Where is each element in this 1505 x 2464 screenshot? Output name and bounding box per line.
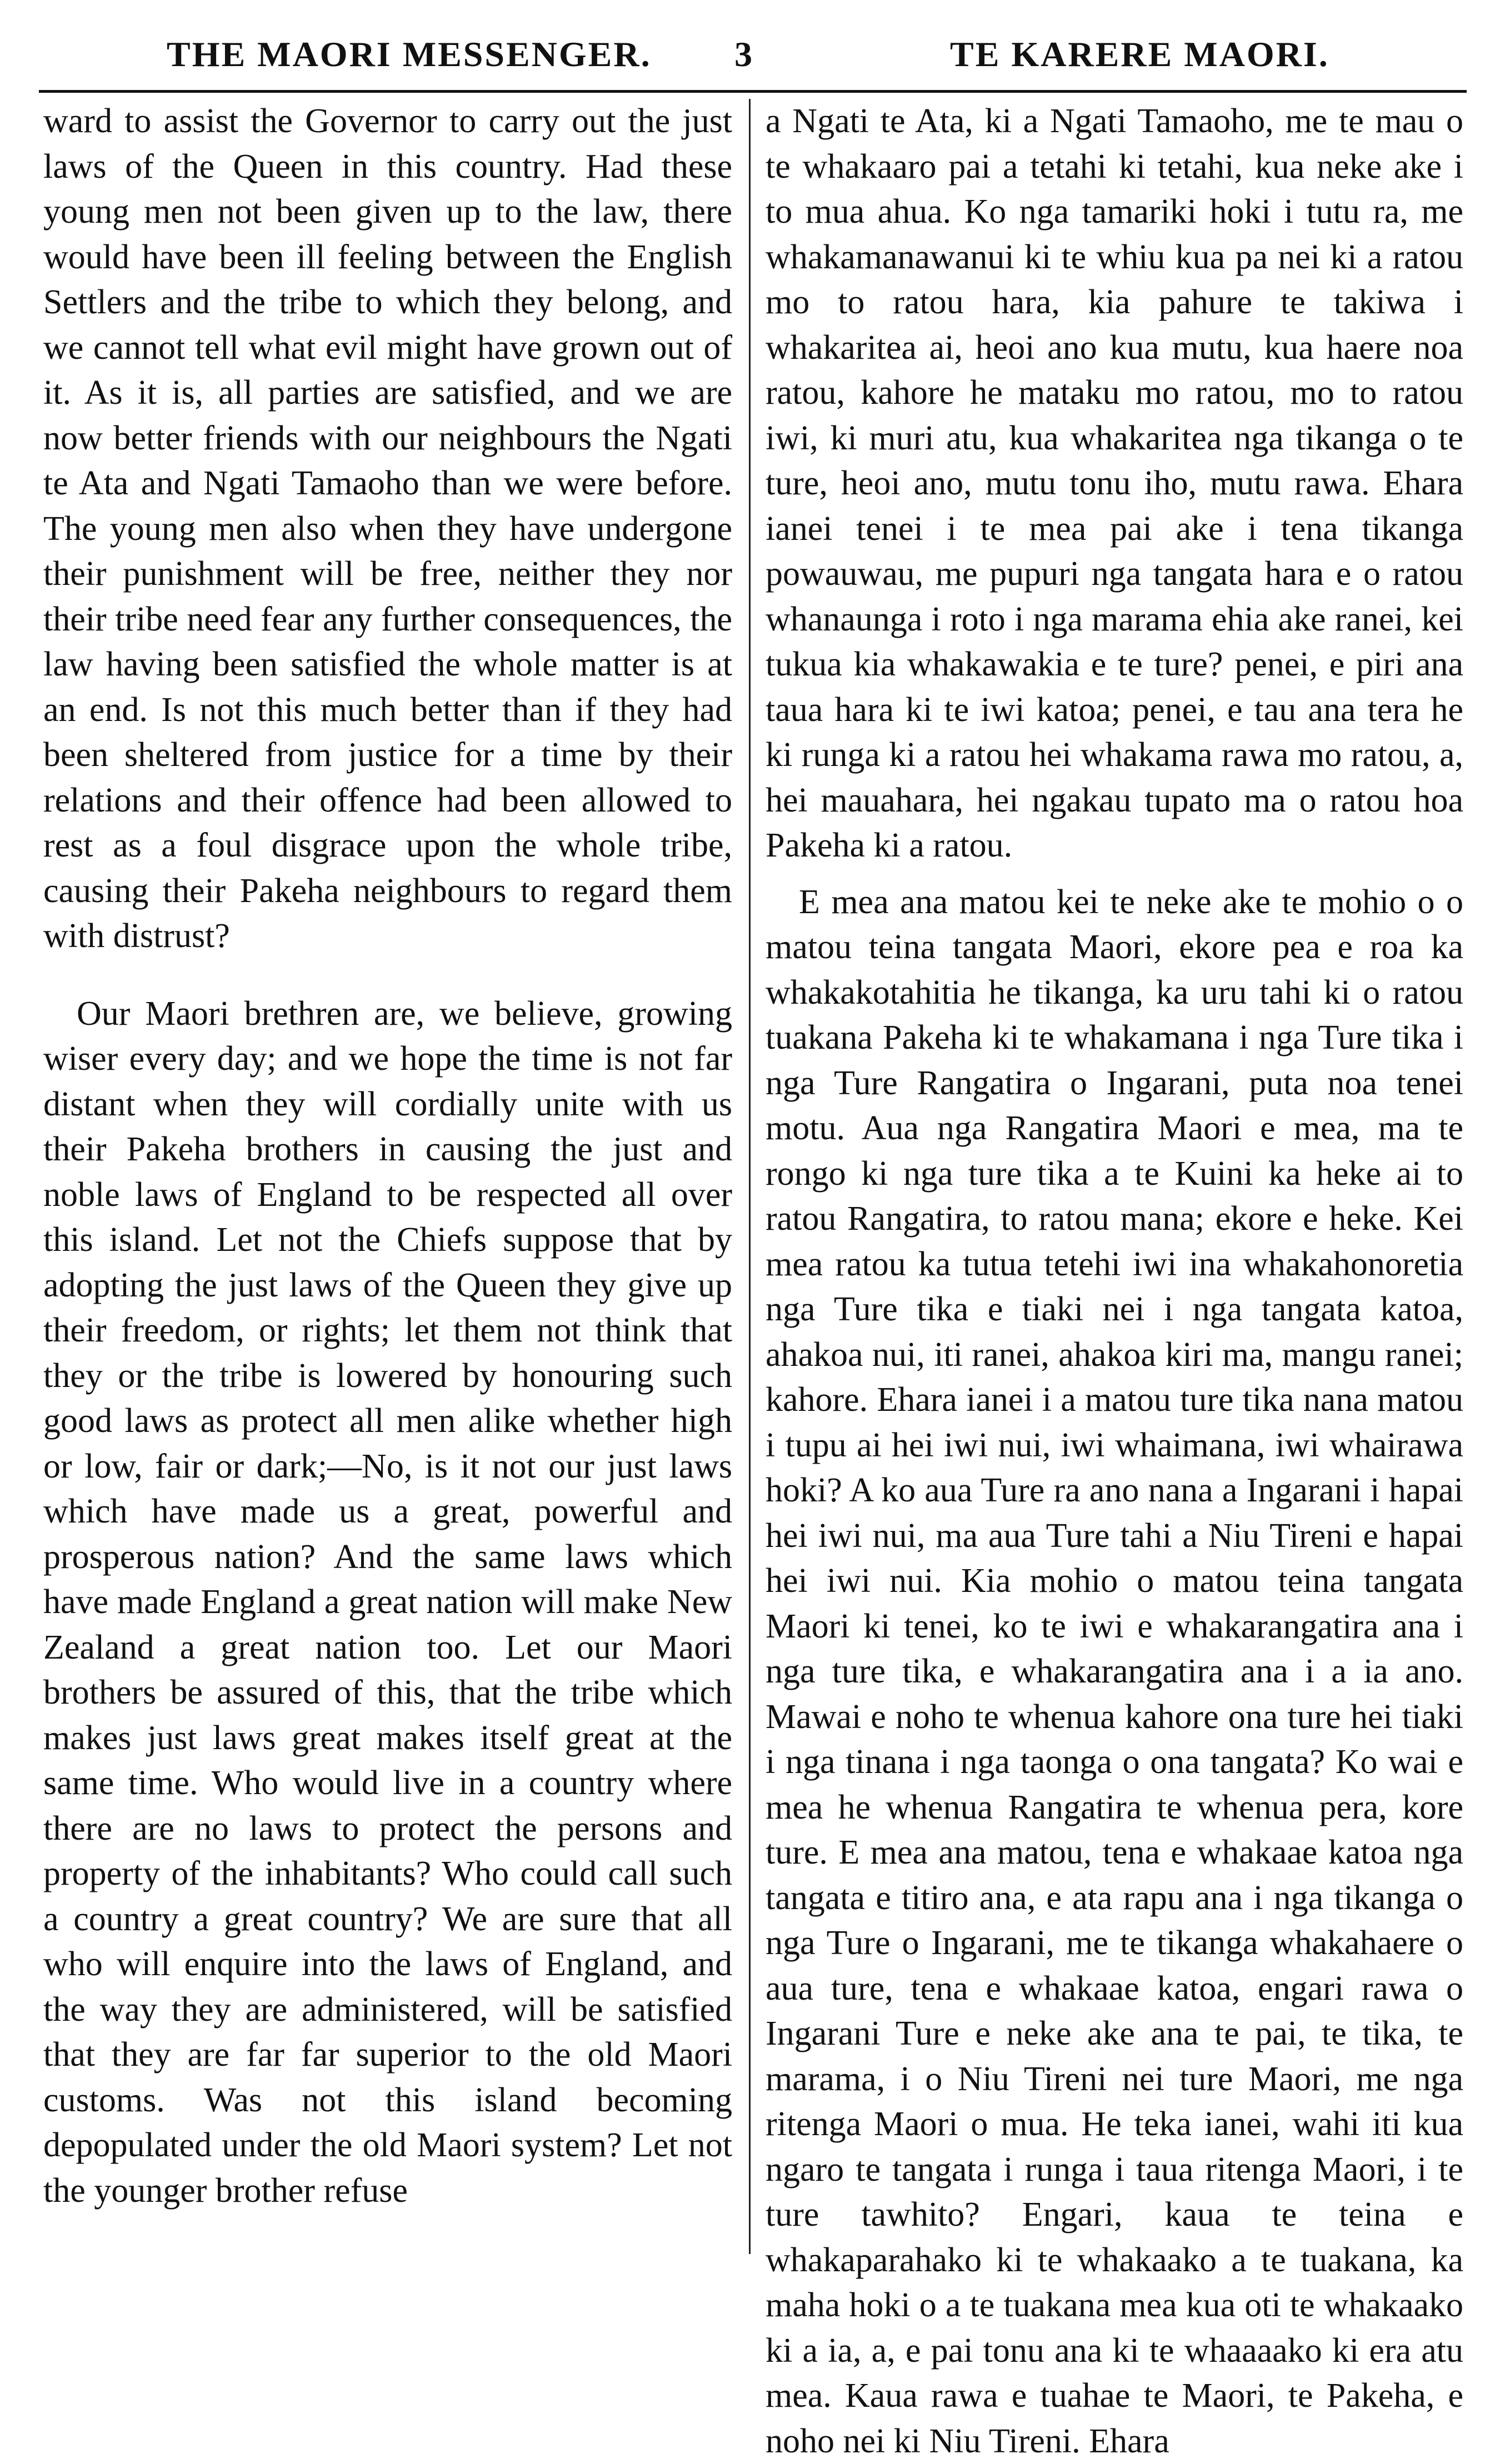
maori-paragraph-1: a Ngati te Ata, ki a Ngati Tamaoho, me te mau o te whakaaro pai a tetahi ki tetahi, kua neke ake i to mua ahua. Ko nga tamariki hoki i tutu ra, me whakamanawanui ki te whiu kua pa nei ki a ratou mo to ratou hara, kia pahure te takiwa i whakaritea ai, heoi ano kua mutu, kua haere noa ratou, kahore he mataku mo ratou, mo to ratou iwi, ki muri atu, kua whakaritea nga tikanga o te ture, heoi ano, mutu tonu iho, mutu rawa. Ehara ianei tenei i te mea pai ake i tena tikanga powauwau, me pupuri nga tangata hara e o ratou whanaunga i roto i nga marama ehia ake ranei, kei tukua kia whakawakia e te ture? penei, e piri ana taua hara ki te iwi katoa; penei, e tau ana tera he ki runga ki a ratou hei whakama rawa mo ratou, a, hei mauahara, hei ngakau tupato ma o ratou hoa Pakeha ki a ratou. [766, 99, 1463, 869]
column-divider [749, 99, 751, 2254]
english-column [43, 99, 732, 2254]
english-paragraph-2: Our Maori brethren are, we believe, growing wiser every day; and we hope the time is not far distant when they will cordially unite with us their Pakeha brothers in causing the just and noble laws of England to be respected all over this island. Let not the Chiefs suppose that by adopting the just laws of the Queen they give up their freedom, or rights; let them not think that they or the tribe is lowered by honouring such good laws as protect all men alike whether high or low, fair or dark;—No, is it not our just laws which have made us a great, powerful and prosperous nation? And the same laws which have made England a great nation will make New Zealand a great nation too. Let our Maori brothers be assured of this, that the tribe which makes just laws great makes itself great at the same time. Who would live in a country where there are no laws to protect the persons and property of the inhabitants? Who could call such a country a great country? We are sure that all who will enquire into the laws of England, and the way they are administered, will be satisfied that they are far far superior to the old Maori customs. Was not this island becoming depopulated under the old Maori system? Let not the younger brother refuse [43, 991, 732, 2214]
newspaper-title-maori: TE KARERE MAORI. [950, 28, 1329, 81]
page-number: 3 [734, 28, 754, 81]
header-rule [39, 90, 1467, 93]
english-paragraph-1: ward to assist the Governor to carry out the just laws of the Queen in this country. Had these young men not been given up to the law, there would have been ill feeling between the English Settlers and the tribe to which they belong, and we cannot tell what evil might have grown out of it. As it is, all parties are satisfied, and we are now better friends with our neighbours the Ngati te Ata and Ngati Tamaoho than we were before. The young men also when they have undergone their punishment will be free, neither they nor their tribe need fear any further consequences, the law having been satisfied the whole matter is at an end. Is not this much better than if they had been sheltered from justice for a time by their relations and their offence had been allowed to rest as a foul disgrace upon the whole tribe, causing their Pakeha neighbours to regard them with distrust? [43, 99, 732, 959]
maori-column [766, 99, 1463, 2254]
page-header [39, 28, 1467, 89]
maori-paragraph-2: E mea ana matou kei te neke ake te mohio o o matou teina tangata Maori, ekore pea e roa ka whakakotahitia he tikanga, ka uru tahi ki o ratou tuakana Pakeha ki te whakamana i nga Ture tika i nga Ture Rangatira o Ingarani, puta noa tenei motu. Aua nga Rangatira Maori e mea, ma te rongo ki nga ture tika a te Kuini ka heke ai to ratou Rangatira, to ratou mana; ekore e heke. Kei mea ratou ka tutua tetehi iwi ina whakahonoretia nga Ture tika e tiaki nei i nga tangata katoa, ahakoa nui, iti ranei, ahakoa kiri ma, mangu ranei; kahore. Ehara ianei i a matou ture tika nana matou i tupu ai hei iwi nui, iwi whaimana, iwi whairawa hoki? A ko aua Ture ra ano nana a Ingarani i hapai hei iwi nui, ma aua Ture tahi a Niu Tireni e hapai hei iwi nui. Kia mohio o matou teina tangata Maori ki tenei, ko te iwi e whakarangatira ana i nga ture tika, e whakarangatira ana i a ia ano. Mawai e noho te whenua kahore ona ture hei tiaki i nga tinana i nga taonga o ona tangata? Ko wai e mea he whenua Rangatira te whenua pera, kore ture. E mea ana matou, tena e whakaae katoa nga tangata e titiro ana, e ata rapu ana i nga tikanga o nga Ture o Ingarani, me te tikanga whakahaere o aua ture, tena e whakaae katoa, engari rawa o Ingarani Ture e neke ake ana te pai, te tika, te marama, i o Niu Tireni nei ture Maori, me nga ritenga Maori o mua. He teka ianei, wahi iti kua ngaro te tangata i runga i taua ritenga Maori, i te ture tawhito? Engari, kaua te teina e whakaparahako ki te whakaako a te tuakana, ka maha hoki o a te tuakana mea kua oti te whakaako ki a ia, a, e pai tonu ana ki te whaaaako ki era atu mea. Kaua rawa e tuahae te Maori, te Pakeha, e noho nei ki Niu Tireni. Ehara [766, 880, 1463, 2464]
newspaper-title-english: THE MAORI MESSENGER. [167, 28, 652, 81]
